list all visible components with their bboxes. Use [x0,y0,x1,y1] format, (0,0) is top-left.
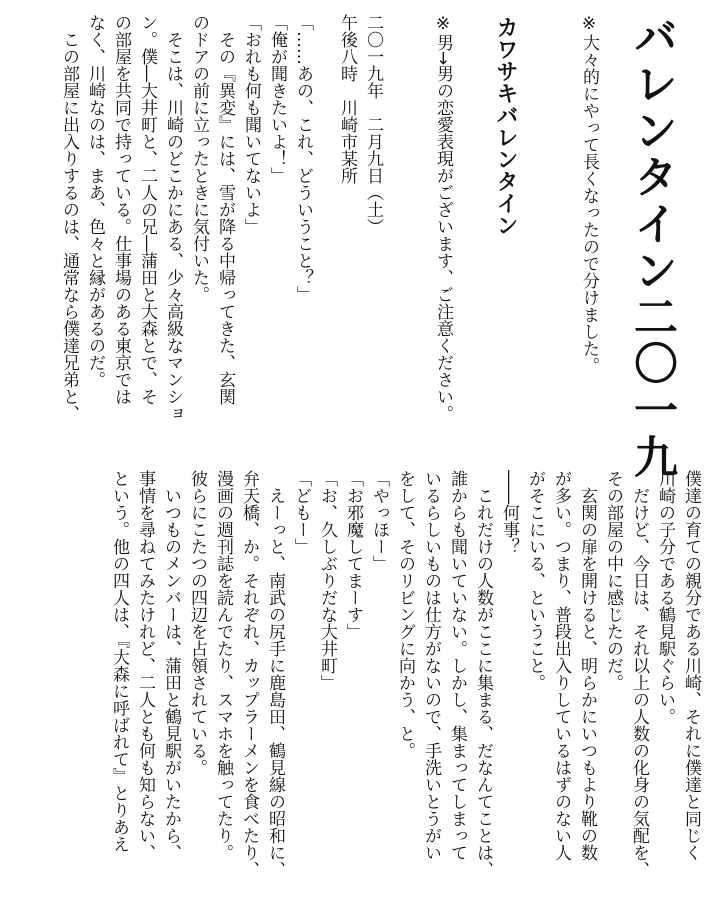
story-subtitle: カワサキバレンタイン [493,16,518,236]
body-text-upper: 「……あの、これ、どういうこと？」 「俺が聞きたいよ！」 「おれも何も聞いてないよ」 その『異変』には、雪が降る中帰ってきた、玄関 のドアの前に立ったときに気付いた。 そこは、川崎のどこかにある、少々高級なマンショ ン。僕―大井町と、二人の兄―蒲田と大森とで、そ の部屋を共同で持っている。仕事場のある東京では なく、川崎なのは、まあ、色々と縁があるのだ。 この部屋に出入りするのは、通常なら僕達兄弟と、 [59,14,313,422]
body-text-lower: 僕達の育ての親分である川崎、それに僕達と同じく 川崎の子分である鶴見駅ぐらい。 だけど、今日は、それ以上の人数の化身の気配を、 その部屋の中に感じたのだ。 玄関の扉を開けると、明らかにいつもより靴の数 が多い。つまり、普段出入りしているはずのない人 がそこにいる、ということ。 ――何事？ これだけの人数がここに集まる、だなんてことは、 誰からも聞いていない。しかし、集まってしまって いるらしいものは仕方がないので、手洗いとうがい をして、そのリビングに向かう、と。 「やっほー」 「お邪魔してまーす」 「お、久しぶりだな大井町」 「どもー」 えーっと、南武の尻手に鹿島田、鶴見線の昭和に、 弁天橋、か。それぞれ、カップラーメンを食べたり、 漫画の週刊誌を読んでたり、スマホを触ってたり。 彼らにこたつの四辺を占領されている。 いつものメンバーは、蒲田と鶴見駅がいたから、 事情を尋ねてみたけれど、二人とも何も知らない、 という。他の四人は、『大森に呼ばれて』とりあえ [109,470,701,878]
page-title: バレンタイン二〇一九 [626,14,677,481]
split-note: ※大々的にやって長くなったので分けました。 [579,14,599,374]
date-block [334,14,386,235]
date-line: 二〇一九年 二月九日（土） [363,14,383,235]
content-warning: ※男→男の恋愛表現がございます、ご注意ください。 [433,14,453,423]
time-place-line: 午後八時 川崎市某所 [337,14,357,184]
